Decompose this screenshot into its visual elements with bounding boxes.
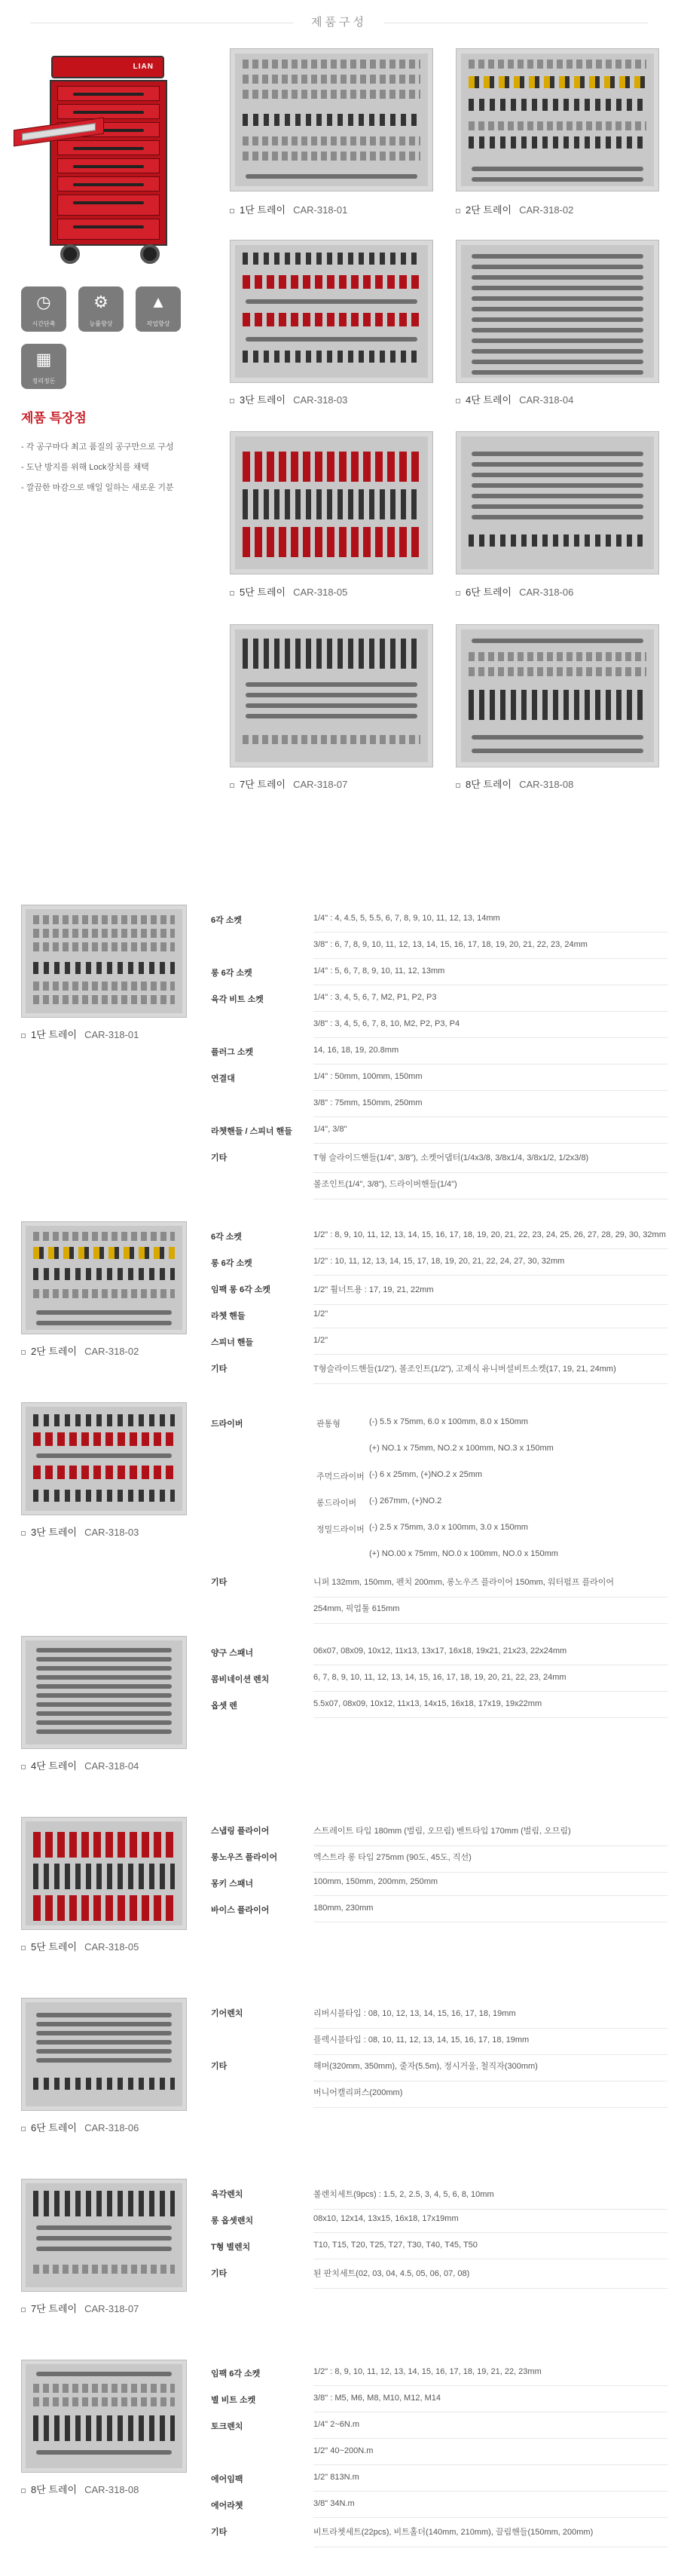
spec-subkey: 정밀드라이버 bbox=[316, 1525, 365, 1534]
spec-key: 롱노우즈 플라이어 bbox=[211, 1853, 278, 1862]
spec-tray-image-5 bbox=[21, 1817, 187, 1930]
tray-image-8 bbox=[456, 624, 659, 767]
spec-caption-6: 6단 트레이 CAR-318-06 bbox=[21, 2120, 139, 2134]
spec-tray-image-7 bbox=[21, 2179, 187, 2292]
spec-value: 1/4" : 50mm, 100mm, 150mm bbox=[313, 1072, 667, 1091]
spec-value: 1/4" : 4, 4.5, 5, 5.5, 6, 7, 8, 9, 10, 11, 12, 13, 14mm bbox=[313, 914, 667, 933]
spec-value: 1/4" : 3, 4, 5, 6, 7, M2, P1, P2, P3 bbox=[313, 993, 667, 1012]
spec-key: 에어임팩 bbox=[211, 2475, 243, 2484]
spec-value: 06x07, 08x09, 10x12, 11x13, 13x17, 16x18, 19x21, 21x23, 22x24mm bbox=[313, 1646, 667, 1665]
spec-key: 연결대 bbox=[211, 1074, 235, 1083]
spec-value: 3/8" : 3, 4, 5, 6, 7, 8, 10, M2, P2, P3, P4 bbox=[313, 1019, 667, 1038]
cabinet-wheel bbox=[140, 244, 160, 264]
spec-key: 롱 6각 소켓 bbox=[211, 969, 252, 978]
tray-caption-6: 6단 트레이 CAR-318-06 bbox=[456, 584, 573, 599]
spec-subkey: 롱드라이버 bbox=[316, 1499, 357, 1508]
spec-value: 3/8" : 75mm, 150mm, 250mm bbox=[313, 1098, 667, 1117]
cabinet-wheel bbox=[60, 244, 80, 264]
spec-key: 스냅링 플라이어 bbox=[211, 1827, 270, 1836]
spec-value: 1/2" 휠너트용 : 17, 19, 21, 22mm bbox=[313, 1283, 667, 1305]
grid-icon: ▦ 정리정돈 bbox=[21, 344, 66, 389]
tray-caption-1: 1단 트레이 CAR-318-01 bbox=[230, 202, 347, 216]
spec-key: 토크렌치 bbox=[211, 2422, 243, 2431]
spec-key: 기어렌치 bbox=[211, 2009, 243, 2018]
spec-key: 콤비네이션 렌치 bbox=[211, 1675, 270, 1684]
spec-key: 스피너 핸들 bbox=[211, 1338, 254, 1347]
spec-key: 롱 옵셋렌치 bbox=[211, 2216, 254, 2225]
spec-caption-2: 2단 트레이 CAR-318-02 bbox=[21, 1343, 139, 1358]
tool-cabinet-image bbox=[14, 48, 187, 267]
spec-key: 드라이버 bbox=[211, 1420, 243, 1429]
spec-value: 1/2" : 8, 9, 10, 11, 12, 13, 14, 15, 16, 17, 18, 19, 20, 21, 22, 23, 24, 25, 26, 27, 28, 29, 30, 32mm bbox=[313, 1230, 667, 1249]
spec-value: T10, T15, T20, T25, T27, T30, T40, T45, T50 bbox=[313, 2241, 667, 2259]
spec-key: 에어라쳇 bbox=[211, 2501, 243, 2510]
tray-caption-7: 7단 트레이 CAR-318-07 bbox=[230, 776, 347, 791]
tray-image-2 bbox=[456, 48, 659, 191]
tray-image-7 bbox=[230, 624, 433, 767]
tray-image-5 bbox=[230, 431, 433, 574]
spec-value: 5.5x07, 08x09, 10x12, 11x13, 14x15, 16x18, 17x19, 19x22mm bbox=[313, 1699, 667, 1718]
spec-key: 양구 스패너 bbox=[211, 1649, 254, 1658]
cabinet-body bbox=[50, 80, 167, 246]
spec-key: 육각렌치 bbox=[211, 2190, 243, 2199]
tray-image-6 bbox=[456, 431, 659, 574]
spec-tray-image-6 bbox=[21, 1998, 187, 2111]
spec-value: 볼조인트(1/4", 3/8"), 드라이버핸들(1/4") bbox=[313, 1178, 667, 1199]
spec-value: T형슬라이드핸들(1/2"), 볼조인트(1/2"), 고제식 유니버셜비트소켓(17, 19, 21, 24mm) bbox=[313, 1362, 667, 1384]
feature-item: - 깔끔한 마감으로 매일 일하는 새로운 기분 bbox=[21, 478, 202, 498]
spec-value: 1/2" bbox=[313, 1309, 667, 1328]
spec-key: 옵셋 렌 bbox=[211, 1702, 237, 1711]
spec-value: (+) NO.00 x 75mm, NO.0 x 100mm, NO.0 x 150mm bbox=[369, 1549, 558, 1558]
spec-value: 08x10, 12x14, 13x15, 16x18, 17x19mm bbox=[313, 2214, 667, 2233]
spec-key: 임팩 6각 소켓 bbox=[211, 2369, 261, 2378]
tray-image-3 bbox=[230, 240, 433, 383]
spec-value: 254mm, 픽업툴 615mm bbox=[313, 1602, 667, 1624]
tray-caption-8: 8단 트레이 CAR-318-08 bbox=[456, 776, 573, 791]
spec-value: 1/4", 3/8" bbox=[313, 1125, 667, 1144]
spec-key: 몽키 스패너 bbox=[211, 1879, 254, 1888]
features-list bbox=[21, 437, 202, 498]
spec-value: 3/8" : 6, 7, 8, 9, 10, 11, 12, 13, 14, 15, 16, 17, 18, 19, 20, 21, 22, 23, 24mm bbox=[313, 940, 667, 959]
spec-key: 6각 소켓 bbox=[211, 916, 243, 925]
spec-value: 볼렌치세트(9pcs) : 1.5, 2, 2.5, 3, 4, 5, 6, 8, 10mm bbox=[313, 2188, 667, 2210]
spec-key: 라쳇핸들 / 스피너 핸들 bbox=[211, 1127, 292, 1136]
tray-caption-3: 3단 트레이 CAR-318-03 bbox=[230, 392, 347, 406]
section-title: 제품구성 bbox=[311, 16, 367, 29]
spec-key: 기타 bbox=[211, 2062, 228, 2071]
spec-key: 육각 비트 소켓 bbox=[211, 995, 264, 1004]
spec-value: 1/4" 2~6N.m bbox=[313, 2420, 667, 2439]
spec-tray-image-8 bbox=[21, 2360, 187, 2473]
feature-item: - 도난 방지를 위해 Lock장치를 채택 bbox=[21, 458, 202, 478]
spec-value: 리버시블타입 : 08, 10, 12, 13, 14, 15, 16, 17, 18, 19mm bbox=[313, 2007, 667, 2029]
spec-value: 1/2" 40~200N.m bbox=[313, 2446, 667, 2465]
spec-value: 100mm, 150mm, 200mm, 250mm bbox=[313, 1877, 667, 1896]
spec-value: (+) NO.1 x 75mm, NO.2 x 100mm, NO.3 x 150mm bbox=[369, 1444, 554, 1453]
spec-key: 바이스 플라이어 bbox=[211, 1906, 270, 1915]
spec-value: 1/2" : 10, 11, 12, 13, 14, 15, 17, 18, 19, 20, 21, 22, 24, 27, 30, 32mm bbox=[313, 1257, 667, 1276]
spec-value: 6, 7, 8, 9, 10, 11, 12, 13, 14, 15, 16, 17, 18, 19, 20, 21, 22, 23, 24mm bbox=[313, 1673, 667, 1692]
spec-value: 1/2" : 8, 9, 10, 11, 12, 13, 14, 15, 16, 17, 18, 19, 21, 22, 23mm bbox=[313, 2367, 667, 2386]
cabinet-top-chest bbox=[51, 56, 164, 78]
spec-value: 3/8" 34N.m bbox=[313, 2499, 667, 2518]
tray-caption-4: 4단 트레이 CAR-318-04 bbox=[456, 392, 573, 406]
spec-value: 해머(320mm, 350mm), 줄자(5.5m), 정시거울, 철직자(300mm) bbox=[313, 2060, 667, 2081]
spec-caption-3: 3단 트레이 CAR-318-03 bbox=[21, 1524, 139, 1539]
spec-value: 니퍼 132mm, 150mm, 펜치 200mm, 롱노우즈 플라이어 150mm, 워터펌프 플라이어 bbox=[313, 1576, 667, 1597]
spec-key: 라쳇 핸들 bbox=[211, 1312, 246, 1321]
spec-value: 스트레이트 타입 180mm (벌림, 오므림) 벤트타입 170mm (벌림, 오므림) bbox=[313, 1824, 667, 1846]
spec-key: 기타 bbox=[211, 1365, 228, 1374]
spec-key: 기타 bbox=[211, 2269, 228, 2278]
spec-key: 기타 bbox=[211, 1578, 228, 1587]
spec-value: 된 판치세트(02, 03, 04, 4.5, 05, 06, 07, 08) bbox=[313, 2267, 667, 2289]
spec-key: 플러그 소켓 bbox=[211, 1048, 254, 1057]
chart-icon: ▲ 작업향상 bbox=[136, 286, 181, 332]
spec-key: T형 별렌치 bbox=[211, 2243, 251, 2252]
spec-tray-image-3 bbox=[21, 1402, 187, 1515]
spec-subkey: 관통형 bbox=[316, 1420, 341, 1429]
spec-key: 별 비트 소켓 bbox=[211, 2396, 256, 2405]
spec-tray-image-1 bbox=[21, 905, 187, 1018]
spec-value: (-) 6 x 25mm, (+)NO.2 x 25mm bbox=[369, 1470, 483, 1479]
gear-icon: ⚙ 능률향상 bbox=[78, 286, 124, 332]
spec-key: 6각 소켓 bbox=[211, 1233, 243, 1242]
spec-value: 엑스트라 롱 타입 275mm (90도, 45도, 직선) bbox=[313, 1851, 667, 1873]
spec-key: 임팩 롱 6각 소켓 bbox=[211, 1285, 271, 1294]
clock-icon: ◷ 시간단축 bbox=[21, 286, 66, 332]
spec-value: 1/4" : 5, 6, 7, 8, 9, 10, 11, 12, 13mm bbox=[313, 966, 667, 985]
spec-value: 14, 16, 18, 19, 20.8mm bbox=[313, 1046, 667, 1064]
spec-value: 비트라쳇세트(22pcs), 비트홀더(140mm, 210mm), 끌림핸들(150mm, 200mm) bbox=[313, 2525, 667, 2547]
spec-value: 3/8" : M5, M6, M8, M10, M12, M14 bbox=[313, 2394, 667, 2412]
spec-value: 180mm, 230mm bbox=[313, 1904, 667, 1922]
spec-value: (-) 5.5 x 75mm, 6.0 x 100mm, 8.0 x 150mm bbox=[369, 1417, 528, 1426]
spec-value: T형 슬라이드핸들(1/4", 3/8"), 소켓어댑터(1/4x3/8, 3/8x1/4, 3/8x1/2, 1/2x3/8) bbox=[313, 1151, 667, 1173]
features-title: 제품 특장점 bbox=[21, 411, 87, 425]
spec-caption-8: 8단 트레이 CAR-318-08 bbox=[21, 2482, 139, 2496]
cabinet-logo: LIAN bbox=[133, 63, 154, 71]
spec-key: 기타 bbox=[211, 2528, 228, 2537]
spec-value: 버니어캘리퍼스(200mm) bbox=[313, 2086, 667, 2108]
spec-caption-4: 4단 트레이 CAR-318-04 bbox=[21, 1758, 139, 1772]
spec-caption-1: 1단 트레이 CAR-318-01 bbox=[21, 1027, 139, 1041]
tray-image-4 bbox=[456, 240, 659, 383]
spec-tray-image-4 bbox=[21, 1636, 187, 1749]
spec-value: 플렉시블타입 : 08, 10, 11, 12, 13, 14, 15, 16, 17, 18, 19mm bbox=[313, 2033, 667, 2055]
tray-caption-5: 5단 트레이 CAR-318-05 bbox=[230, 584, 347, 599]
spec-caption-5: 5단 트레이 CAR-318-05 bbox=[21, 1939, 139, 1953]
spec-value: (-) 2.5 x 75mm, 3.0 x 100mm, 3.0 x 150mm bbox=[369, 1523, 528, 1532]
spec-value: 1/2" bbox=[313, 1336, 667, 1355]
tray-image-1 bbox=[230, 48, 433, 191]
spec-value: (-) 267mm, (+)NO.2 bbox=[369, 1496, 442, 1505]
spec-value: 1/2" 813N.m bbox=[313, 2473, 667, 2492]
spec-caption-7: 7단 트레이 CAR-318-07 bbox=[21, 2301, 139, 2315]
spec-key: 기타 bbox=[211, 1153, 228, 1162]
tray-caption-2: 2단 트레이 CAR-318-02 bbox=[456, 202, 573, 216]
spec-key: 롱 6각 소켓 bbox=[211, 1259, 252, 1268]
feature-item: - 각 공구마다 최고 품질의 공구만으로 구성 bbox=[21, 437, 202, 458]
spec-tray-image-2 bbox=[21, 1221, 187, 1334]
spec-subkey: 주먹드라이버 bbox=[316, 1472, 365, 1481]
